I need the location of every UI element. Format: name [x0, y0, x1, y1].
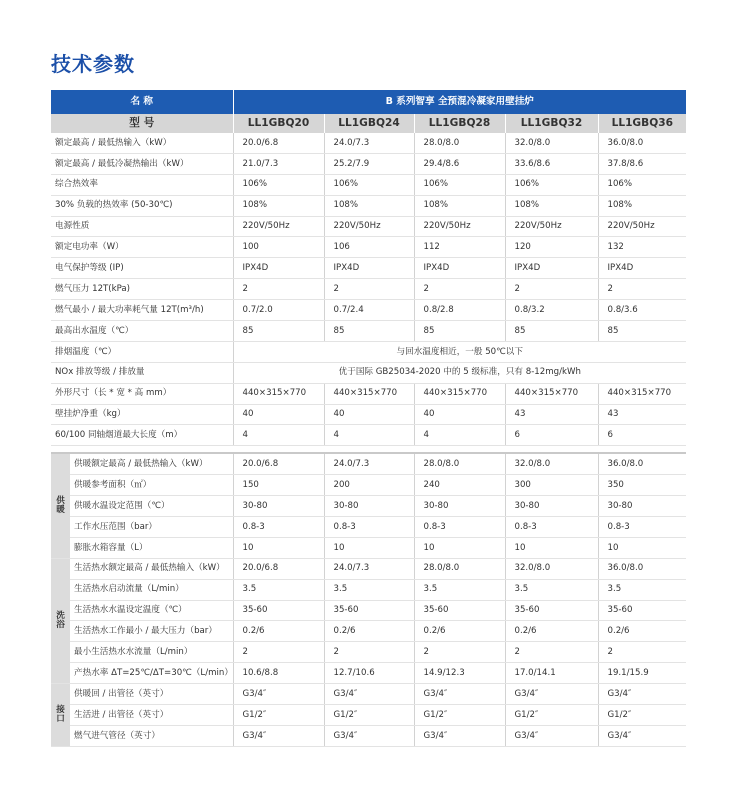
- row-value: 106%: [233, 174, 324, 195]
- table-row: [51, 300, 686, 321]
- row-value: IPX4D: [414, 258, 505, 279]
- row-label: 供暖额定最高 / 最低热输入（kW）: [70, 453, 233, 474]
- row-value: 40: [414, 404, 505, 425]
- row-value: 108%: [505, 195, 598, 216]
- row-label: 电源性质: [51, 216, 233, 237]
- table-row: [51, 705, 686, 726]
- group-label-char: 洗: [56, 611, 65, 622]
- row-value: 0.8/2.8: [414, 300, 505, 321]
- row-value: 0.8/3.2: [505, 300, 598, 321]
- merged-value: 与回水温度相近，一般 50℃以下: [233, 341, 686, 362]
- row-value: IPX4D: [505, 258, 598, 279]
- model-row: [51, 114, 686, 133]
- table-row: [51, 195, 686, 216]
- table-row: [51, 321, 686, 342]
- row-value: 2: [414, 642, 505, 663]
- row-value: 0.2/6: [505, 621, 598, 642]
- row-value: 10: [598, 537, 686, 558]
- row-value: G3/4″: [414, 725, 505, 746]
- section-gap: [51, 446, 686, 454]
- row-value: 0.7/2.0: [233, 300, 324, 321]
- row-value: 35-60: [324, 600, 414, 621]
- row-value: 20.0/6.8: [233, 133, 324, 153]
- row-value: G3/4″: [233, 684, 324, 705]
- row-label: 额定最高 / 最低冷凝热输出（kW）: [51, 153, 233, 174]
- table-row: [51, 404, 686, 425]
- row-value: 35-60: [233, 600, 324, 621]
- row-value: 220V/50Hz: [324, 216, 414, 237]
- row-value: G3/4″: [598, 684, 686, 705]
- row-value: 440×315×770: [233, 383, 324, 404]
- row-value: 37.8/8.6: [598, 153, 686, 174]
- row-label: 燃气压力 12T(kPa): [51, 279, 233, 300]
- section-gap-cell: [51, 446, 686, 454]
- row-label: 综合热效率: [51, 174, 233, 195]
- table-row: [51, 153, 686, 174]
- row-value: G1/2″: [233, 705, 324, 726]
- row-value: 2: [505, 279, 598, 300]
- row-value: 2: [505, 642, 598, 663]
- table-row: [51, 453, 686, 474]
- row-label: 外形尺寸（长 * 宽 * 高 mm）: [51, 383, 233, 404]
- group-label-char: 暖: [56, 505, 65, 516]
- spec-table: [51, 90, 686, 747]
- row-value: 4: [414, 425, 505, 446]
- row-value: 17.0/14.1: [505, 663, 598, 684]
- page-title: 技术参数: [51, 52, 135, 76]
- group-label: [51, 684, 70, 747]
- name-header: 名 称: [51, 90, 233, 114]
- row-label: NOx 排放等级 / 排放量: [51, 362, 233, 383]
- row-value: 100: [233, 237, 324, 258]
- row-value: 200: [324, 475, 414, 496]
- row-value: 120: [505, 237, 598, 258]
- row-value: 30-80: [505, 496, 598, 517]
- row-value: 30-80: [233, 496, 324, 517]
- row-value: 440×315×770: [505, 383, 598, 404]
- row-value: IPX4D: [324, 258, 414, 279]
- table-row: [51, 558, 686, 579]
- row-value: 30-80: [414, 496, 505, 517]
- row-value: 220V/50Hz: [414, 216, 505, 237]
- row-value: 108%: [233, 195, 324, 216]
- row-value: 106%: [505, 174, 598, 195]
- table-row: [51, 237, 686, 258]
- table-row: [51, 133, 686, 153]
- table-row: [51, 425, 686, 446]
- row-value: 0.2/6: [324, 621, 414, 642]
- row-value: 10: [505, 537, 598, 558]
- row-value: 0.8-3: [505, 517, 598, 538]
- row-value: 36.0/8.0: [598, 133, 686, 153]
- row-value: 85: [233, 321, 324, 342]
- row-value: 106%: [414, 174, 505, 195]
- row-value: G1/2″: [324, 705, 414, 726]
- group-label-char: 口: [56, 713, 65, 724]
- row-value: 33.6/8.6: [505, 153, 598, 174]
- row-value: 43: [598, 404, 686, 425]
- row-value: 32.0/8.0: [505, 133, 598, 153]
- row-value: 106%: [324, 174, 414, 195]
- row-value: 30-80: [598, 496, 686, 517]
- row-value: 21.0/7.3: [233, 153, 324, 174]
- row-value: G3/4″: [324, 684, 414, 705]
- row-value: 0.8-3: [598, 517, 686, 538]
- group-label-char: 接: [56, 705, 65, 716]
- row-value: 2: [598, 279, 686, 300]
- merged-value: 优于国际 GB25034-2020 中的 5 级标准，只有 8-12mg/kWh: [233, 362, 686, 383]
- row-label: 工作水压范围（bar）: [70, 517, 233, 538]
- table-row: [51, 663, 686, 684]
- row-label: 供暖水温设定范围（℃）: [70, 496, 233, 517]
- row-value: 220V/50Hz: [598, 216, 686, 237]
- row-value: 350: [598, 475, 686, 496]
- row-value: 3.5: [414, 579, 505, 600]
- row-label: 供暖参考面积（㎡）: [70, 475, 233, 496]
- row-label: 最高出水温度（℃）: [51, 321, 233, 342]
- row-value: 0.2/6: [414, 621, 505, 642]
- row-value: 6: [505, 425, 598, 446]
- row-value: G1/2″: [414, 705, 505, 726]
- row-value: G3/4″: [505, 684, 598, 705]
- row-value: 40: [233, 404, 324, 425]
- row-value: 20.0/6.8: [233, 453, 324, 474]
- table-row-merged: [51, 341, 686, 362]
- model-name: LL1GBQ28: [414, 114, 505, 133]
- row-value: 36.0/8.0: [598, 558, 686, 579]
- row-label: 产热水率 ΔT=25℃/ΔT=30℃（L/min）: [70, 663, 233, 684]
- table-row: [51, 600, 686, 621]
- row-label: 燃气进气管径（英寸）: [70, 725, 233, 746]
- row-value: 2: [598, 642, 686, 663]
- row-value: 10: [414, 537, 505, 558]
- row-label: 壁挂炉净重（kg）: [51, 404, 233, 425]
- row-value: 2: [414, 279, 505, 300]
- table-row: [51, 258, 686, 279]
- row-label: 生活热水水温设定温度（℃）: [70, 600, 233, 621]
- row-value: 40: [324, 404, 414, 425]
- row-value: 2: [324, 642, 414, 663]
- row-value: 30-80: [324, 496, 414, 517]
- row-value: 2: [233, 279, 324, 300]
- row-value: 24.0/7.3: [324, 558, 414, 579]
- row-value: 440×315×770: [598, 383, 686, 404]
- row-value: 3.5: [233, 579, 324, 600]
- group-label-char: 供: [56, 496, 65, 507]
- table-row: [51, 621, 686, 642]
- row-value: G3/4″: [505, 725, 598, 746]
- row-value: 10.6/8.8: [233, 663, 324, 684]
- row-value: 0.2/6: [233, 621, 324, 642]
- row-label: 电气保护等级 (IP): [51, 258, 233, 279]
- row-label: 供暖回 / 出管径（英寸）: [70, 684, 233, 705]
- group-label-char: 浴: [56, 619, 65, 630]
- row-value: IPX4D: [233, 258, 324, 279]
- row-value: 25.2/7.9: [324, 153, 414, 174]
- group-label: [51, 558, 70, 683]
- row-label: 生活热水工作最小 / 最大压力（bar）: [70, 621, 233, 642]
- row-value: 85: [505, 321, 598, 342]
- row-value: G3/4″: [414, 684, 505, 705]
- row-value: 4: [324, 425, 414, 446]
- row-value: 35-60: [505, 600, 598, 621]
- row-label: 生活热水启动流量（L/min）: [70, 579, 233, 600]
- row-value: 24.0/7.3: [324, 133, 414, 153]
- row-value: 108%: [324, 195, 414, 216]
- row-value: 220V/50Hz: [505, 216, 598, 237]
- row-value: G3/4″: [324, 725, 414, 746]
- row-label: 膨胀水箱容量（L）: [70, 537, 233, 558]
- row-value: 24.0/7.3: [324, 453, 414, 474]
- row-value: 0.2/6: [598, 621, 686, 642]
- row-label: 额定最高 / 最低热输入（kW）: [51, 133, 233, 153]
- table-row: [51, 725, 686, 746]
- table-row: [51, 684, 686, 705]
- table-row: [51, 475, 686, 496]
- row-value: 4: [233, 425, 324, 446]
- table-row: [51, 216, 686, 237]
- row-value: G1/2″: [598, 705, 686, 726]
- row-value: 0.8-3: [324, 517, 414, 538]
- row-label: 额定电功率（W）: [51, 237, 233, 258]
- row-value: 36.0/8.0: [598, 453, 686, 474]
- row-value: 0.7/2.4: [324, 300, 414, 321]
- row-label: 最小生活热水水流量（L/min）: [70, 642, 233, 663]
- row-value: 3.5: [324, 579, 414, 600]
- model-name: LL1GBQ24: [324, 114, 414, 133]
- row-value: 14.9/12.3: [414, 663, 505, 684]
- row-value: 0.8-3: [414, 517, 505, 538]
- row-value: 220V/50Hz: [233, 216, 324, 237]
- table-row: [51, 517, 686, 538]
- row-value: 440×315×770: [324, 383, 414, 404]
- table-row: [51, 642, 686, 663]
- row-value: 19.1/15.9: [598, 663, 686, 684]
- row-value: 150: [233, 475, 324, 496]
- row-value: 20.0/6.8: [233, 558, 324, 579]
- row-value: 28.0/8.0: [414, 453, 505, 474]
- row-value: 112: [414, 237, 505, 258]
- row-value: 108%: [598, 195, 686, 216]
- row-value: G3/4″: [233, 725, 324, 746]
- table-row-merged: [51, 362, 686, 383]
- table-header-row: [51, 90, 686, 114]
- model-name: LL1GBQ32: [505, 114, 598, 133]
- row-value: 32.0/8.0: [505, 558, 598, 579]
- model-name: LL1GBQ36: [598, 114, 686, 133]
- table-row: [51, 174, 686, 195]
- model-label: 型 号: [51, 114, 233, 133]
- row-value: 10: [233, 537, 324, 558]
- row-value: 440×315×770: [414, 383, 505, 404]
- row-value: 106%: [598, 174, 686, 195]
- row-value: 132: [598, 237, 686, 258]
- row-value: 240: [414, 475, 505, 496]
- row-value: 28.0/8.0: [414, 133, 505, 153]
- row-value: 106: [324, 237, 414, 258]
- row-label: 60/100 同轴烟道最大长度（m）: [51, 425, 233, 446]
- table-row: [51, 383, 686, 404]
- row-label: 生活进 / 出管径（英寸）: [70, 705, 233, 726]
- row-label: 燃气最小 / 最大功率耗气量 12T(m³/h): [51, 300, 233, 321]
- row-value: 6: [598, 425, 686, 446]
- row-value: 0.8-3: [233, 517, 324, 538]
- row-value: 85: [414, 321, 505, 342]
- row-value: 2: [233, 642, 324, 663]
- series-header: B 系列智享 全预混冷凝家用壁挂炉: [233, 90, 686, 114]
- table-row: [51, 579, 686, 600]
- row-value: 29.4/8.6: [414, 153, 505, 174]
- row-value: 300: [505, 475, 598, 496]
- row-value: 2: [324, 279, 414, 300]
- table-row: [51, 537, 686, 558]
- row-value: 35-60: [414, 600, 505, 621]
- row-value: 43: [505, 404, 598, 425]
- row-label: 生活热水额定最高 / 最低热输入（kW）: [70, 558, 233, 579]
- row-value: 3.5: [598, 579, 686, 600]
- row-value: 35-60: [598, 600, 686, 621]
- row-label: 排烟温度（℃）: [51, 341, 233, 362]
- row-value: 3.5: [505, 579, 598, 600]
- row-value: 108%: [414, 195, 505, 216]
- table-row: [51, 496, 686, 517]
- row-value: 85: [598, 321, 686, 342]
- row-value: 0.8/3.6: [598, 300, 686, 321]
- group-label: [51, 453, 70, 558]
- row-value: 10: [324, 537, 414, 558]
- row-value: G1/2″: [505, 705, 598, 726]
- row-label: 30% 负载的热效率 (50-30℃): [51, 195, 233, 216]
- row-value: G3/4″: [598, 725, 686, 746]
- table-row: [51, 279, 686, 300]
- row-value: 32.0/8.0: [505, 453, 598, 474]
- row-value: IPX4D: [598, 258, 686, 279]
- row-value: 85: [324, 321, 414, 342]
- row-value: 28.0/8.0: [414, 558, 505, 579]
- row-value: 12.7/10.6: [324, 663, 414, 684]
- model-name: LL1GBQ20: [233, 114, 324, 133]
